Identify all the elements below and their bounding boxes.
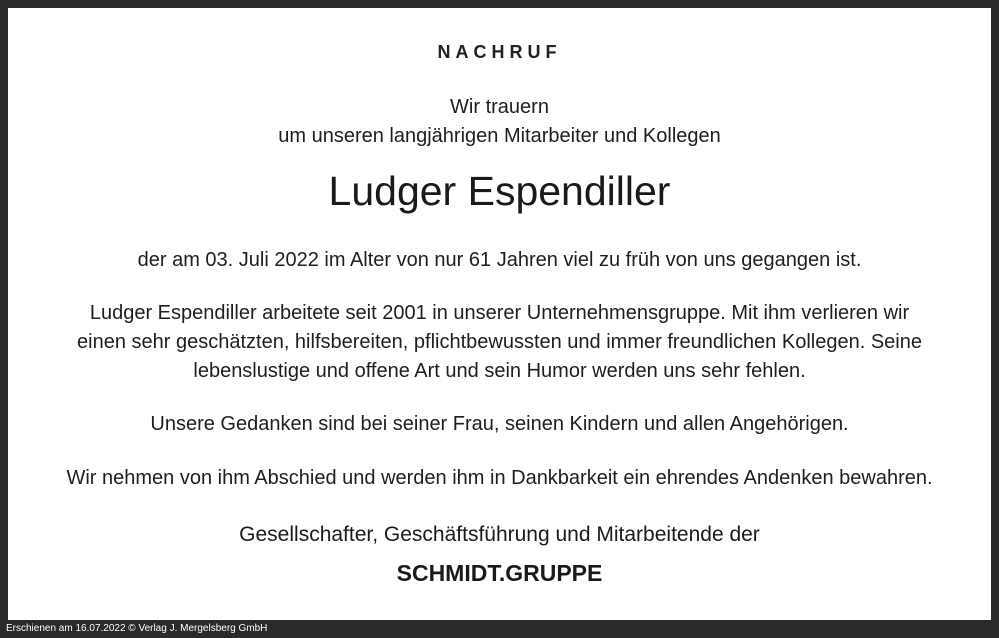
intro-line-2: um unseren langjährigen Mitarbeiter und Kollegen bbox=[278, 125, 721, 147]
notice-heading: NACHRUF bbox=[437, 42, 562, 62]
paragraph-tribute-line-2: einen sehr geschätzten, hilfsbereiten, pflichtbewussten und immer freundlichen Kollegen. Seine bbox=[77, 331, 922, 353]
obituary-notice bbox=[8, 8, 991, 620]
paragraph-death-date: der am 03. Juli 2022 im Alter von nur 61 Jahren viel zu früh von uns gegangen ist. bbox=[137, 249, 862, 271]
publication-footer: Erschienen am 16.07.2022 © Verlag J. Mergelsberg GmbH bbox=[6, 623, 268, 634]
signature-line: Gesellschafter, Geschäftsführung und Mitarbeitende der bbox=[239, 523, 760, 546]
intro-line-1: Wir trauern bbox=[450, 96, 549, 118]
paragraph-tribute bbox=[28, 299, 971, 386]
paragraph-farewell: Wir nehmen von ihm Abschied und werden ihm in Dankbarkeit ein ehrendes Andenken bewahren. bbox=[66, 467, 933, 489]
paragraph-tribute-line-1: Ludger Espendiller arbeitete seit 2001 in unserer Unternehmensgruppe. Mit ihm verlieren wir bbox=[89, 302, 910, 324]
paragraph-condolence: Unsere Gedanken sind bei seiner Frau, seinen Kindern und allen Angehörigen. bbox=[150, 413, 849, 435]
paragraph-tribute-line-3: lebenslustige und offene Art und sein Humor werden uns sehr fehlen. bbox=[193, 360, 806, 382]
company-name: SCHMIDT.GRUPPE bbox=[396, 560, 603, 586]
deceased-name: Ludger Espendiller bbox=[328, 168, 671, 214]
